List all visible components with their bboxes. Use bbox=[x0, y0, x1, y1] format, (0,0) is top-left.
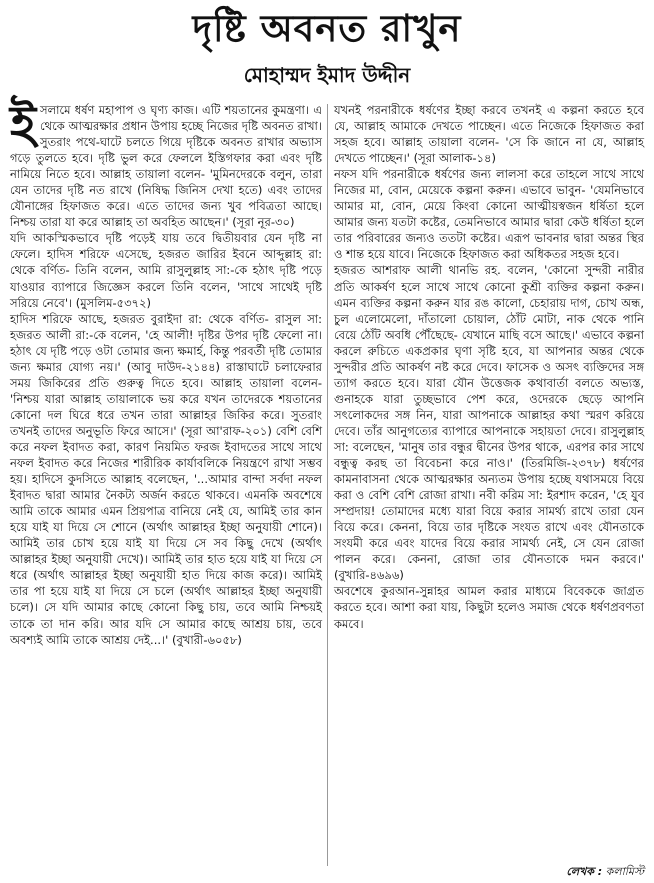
left-column bbox=[10, 94, 322, 648]
paragraph-text: সলামে ধর্ষণ মহাপাপ ও ঘৃণ্য কাজ। এটি শয়তানের কুমন্ত্রণা। এ থেকে আত্মরক্ষার প্রধান উপায় হচ্ছে নিজের দৃষ্টি অবনত রাখা। সুতরাং পথে-ঘাটে চলতে গিয়ে দৃষ্টিকে অবনত রাখার অভ্যাস গড়ে তুলতে হবে। দৃষ্টি ভুল করে ফেললে ইস্তিগফার করা এবং দৃষ্টি নামিয়ে নিতে হবে। আল্লাহ তায়ালা বলেন- 'মুমিনদেরকে বলুন, তারা যেন তাদের দৃষ্টি নত রাখে (নিষিদ্ধ জিনিস দেখা হতে) এবং তাদের যৌনাঙ্গের হিফাজত করে। এতে তাদের জন্য খুব পবিত্রতা আছে। নিশ্চয় তারা যা করে আল্লাহ তা অবহিত আছেন।' (সূরা নূর-৩০) bbox=[10, 103, 322, 230]
author-name: মোহাম্মদ ইমাদ উদ্দীন bbox=[243, 63, 411, 87]
credit-value: কলামিস্ট bbox=[605, 865, 644, 878]
article-title: দৃষ্টি অবনত রাখুন bbox=[192, 6, 462, 50]
author-credit bbox=[566, 865, 644, 879]
paragraph: যদি আকস্মিকভাবে দৃষ্টি পড়েই যায় তবে দ্বিতীয়বার যেন দৃষ্টি না ফেলে। হাদিস শরিফে এসেছে, হজরত জারির ইবনে আব্দুল্লাহ রা: থেকে বর্ণিত- তিনি বলেন, আমি রাসুলুল্লাহ সা:-কে হঠাৎ দৃষ্টি পড়ে যাওয়ার ব্যাপারে জিজ্ঞেস করলে তিনি বলেন, 'সাথে সাথেই দৃষ্টি সরিয়ে নেবে'। (মুসলিম-৫৩৭২) bbox=[10, 231, 322, 310]
paragraph: অবশেষে কুরআন-সুন্নাহর আমল করার মাধ্যমে বিবেককে জাগ্রত করতে হবে। আশা করা যায়, কিছুটা হলেও সমাজ থেকে ধর্ষণপ্রবণতা কমবে। bbox=[334, 584, 644, 631]
paragraph: নফস যদি পরনারীকে ধর্ষণের জন্য লালসা করে তাহলে সাথে সাথে নিজের মা, বোন, মেয়েকে কল্পনা করুন। এভাবে ভাবুন- 'যেমনিভাবে আমার মা, বোন, মেয়ে কিংবা কোনো আত্মীয়স্বজন ধর্ষিতা হলে আমার জন্য যতটা কষ্টের, তেমনিভাবে আমার দ্বারা কেউ ধর্ষিতা হলে তার পরিবারের জন্যও ততটা কষ্টের। এরূপ ভাবনার দ্বারা অন্তর স্থির ও শান্ত হয়ে যাবে। নিজেকে হিফাজত করা অধিকতর সহজ হবে। bbox=[334, 167, 644, 262]
paragraph: হাদিস শরিফে আছে, হজরত বুরাইদা রা: থেকে বর্ণিত- রাসুল সা: হজরত আলী রা:-কে বলেন, 'হে আলী! দৃষ্টির উপর দৃষ্টি ফেলো না। হঠাৎ যে দৃষ্টি পড়ে ওটা তোমার জন্য ক্ষমার্হ, কিন্তু পরবর্তী দৃষ্টি তোমার জন্য ক্ষমার যোগ্য নয়।' (আবু দাউদ-২১৪৪) রাস্তাঘাটে চলাফেরার সময় জিকিরের প্রতি গুরুত্ব দিতে হবে। আল্লাহ তায়ালা বলেন- 'নিশ্চয় যারা আল্লাহ তায়ালাকে ভয় করে যখন তাদেরকে শয়তানের কোনো দল ঘিরে ধরে তখন তারা আল্লাহর জিকির করে। সুতরাং তখনই তাদের অনুভূতি ফিরে আসে।' (সূরা আ'রাফ-২০১) বেশি বেশি করে নফল ইবাদত করা, কারণ নিয়মিত ফরজ ইবাদতের সাথে সাথে নফল ইবাদত করে নিজের শারীরিক কার্যাবলিকে নিয়ন্ত্রণে রাখা সম্ভব হয়। হাদিসে কুদসিতে আল্লাহ বলেছেন, '...আমার বান্দা সর্বদা নফল ইবাদত দ্বারা আমার নৈকট্য অর্জন করতে থাকবে। এমনকি অবশেষে আমি তাকে আমার এমন প্রিয়পাত্র বানিয়ে নেই যে, আমিই তার কান হয়ে যাই যা দিয়ে সে শোনে (অর্থাৎ আল্লাহর ইচ্ছা অনুযায়ী শোনে)। আমিই তার চোখ হয়ে যাই যা দিয়ে সে সব কিছু দেখে (অর্থাৎ আল্লাহর ইচ্ছা অনুযায়ী দেখে)। আমিই তার হাত হয়ে যাই যা দিয়ে সে ধরে (অর্থাৎ আল্লাহর ইচ্ছা অনুযায়ী হাত দিয়ে কাজ করে)। আমিই তার পা হয়ে যাই যা দিয়ে সে চলে (অর্থাৎ আল্লাহর ইচ্ছা অনুযায়ী চলে)। সে যদি আমার কাছে কোনো কিছু চায়, তবে আমি নিশ্চয়ই তাকে তা দান করি। আর যদি সে আমার কাছে আশ্রয় চায়, তবে অবশ্যই আমি তাকে আশ্রয় দেই...।' (বুখারী-৬০৫৮) bbox=[10, 311, 322, 647]
credit-label: লেখক : bbox=[566, 865, 603, 878]
paragraph bbox=[10, 94, 322, 230]
right-column bbox=[334, 102, 644, 632]
paragraph: যখনই পরনারীকে ধর্ষণের ইচ্ছা করবে তখনই এ কল্পনা করতে হবে যে, আল্লাহ আমাকে দেখতে পাচ্ছেন। এতে নিজেকে হিফাজত করা সহজ হবে। আল্লাহ তায়ালা বলেন- 'সে কি জানে না যে, আল্লাহ দেখতে পাচ্ছেন।' (সূরা আলাক-১৪) bbox=[334, 103, 644, 166]
drop-cap: ই bbox=[10, 94, 37, 153]
column-divider bbox=[327, 104, 328, 866]
paragraph: হজরত আশরাফ আলী থানভি রহ. বলেন, 'কোনো সুন্দরী নারীর প্রতি আকর্ষণ হলে সাথে সাথে কোনো কুশ্রী ব্যক্তির কল্পনা করুন। এমন ব্যক্তির কল্পনা করুন যার রঙ কালো, চেহারায় দাগ, চোখ অন্ধ, চুল এলোমেলো, দাঁতালো চোয়াল, ঠোঁট মোটা, নাক থেকে পানি বেয়ে ঠোঁট অবধি পৌঁছেছে- যেখানে মাছি বসে আছে।' এভাবে কল্পনা করলে রুচিতে একপ্রকার ঘৃণা সৃষ্টি হবে, যা আপনার অন্তর থেকে সুন্দরীর প্রতি আকর্ষণ নষ্ট করে দেবে। ফাসেক ও অসৎ ব্যক্তিদের সঙ্গ ত্যাগ করতে হবে। যারা যৌন উত্তেজক কথাবার্তা বলতে অভ্যস্ত, গুনাহকে যারা তুচ্ছভাবে পেশ করে, ওদেরকে ছেড়ে আপনি সৎলোকদের সঙ্গ নিন, যারা আপনাকে আল্লাহর কথা স্মরণ করিয়ে দেবে। তাঁর আনুগত্যের ব্যাপারে আপনাকে সহায়তা দেবে। রাসুলুল্লাহ সা: বলেছেন, 'মানুষ তার বন্ধুর দ্বীনের উপর থাকে, এরপর কার সাথে বন্ধুত্ব করছ তা বিবেচনা করে নাও।' (তিরমিজি-২৩৭৮) ধর্ষণের কামনাবাসনা থেকে আত্মরক্ষার অন্যতম উপায় হচ্ছে যথাসময়ে বিয়ে করা ও বেশি বেশি রোজা রাখা। নবী করিম সা: ইরশাদ করেন, 'হে যুব সম্প্রদায়! তোমাদের মধ্যে যারা বিয়ে করার সামর্থ্য রাখে তারা যেন বিয়ে করে। কেননা, বিয়ে তার দৃষ্টিকে সংযত রাখে এবং যৌনতাকে সংযমী করে এবং যাদের বিয়ে করার সামর্থ্য নেই, সে যেন রোজা পালন করে। কেননা, রোজা তার যৌনতাকে দমন করবে।' (বুখারি-৪৬৯৬) bbox=[334, 263, 644, 583]
